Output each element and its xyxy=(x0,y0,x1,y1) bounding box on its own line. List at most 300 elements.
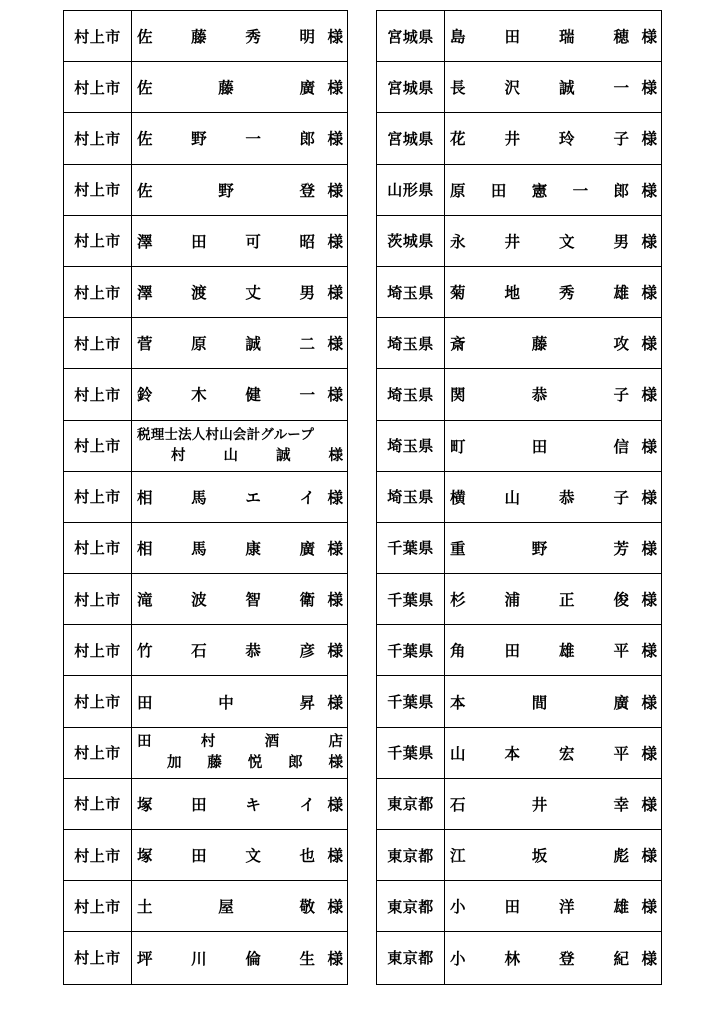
honorific-suffix: 様 xyxy=(641,130,657,149)
name-cell xyxy=(445,881,661,931)
name-char: 様 xyxy=(328,447,343,464)
name-char: 本 xyxy=(450,693,466,712)
name-char: 野 xyxy=(218,181,234,200)
name-char: 郎 xyxy=(299,130,315,149)
honorific-suffix: 様 xyxy=(641,232,657,251)
prefecture-cell: 宮城県 xyxy=(377,62,445,112)
name-char: 衛 xyxy=(299,591,315,610)
name-chars xyxy=(137,179,325,201)
name-line xyxy=(137,446,343,467)
name-cell xyxy=(445,11,661,61)
name-cell xyxy=(445,932,661,983)
table-row xyxy=(64,676,347,727)
name-char: エ xyxy=(245,488,261,507)
table-row xyxy=(64,574,347,625)
prefecture-cell: 千葉県 xyxy=(377,676,445,726)
name-char: キ xyxy=(245,795,261,814)
name-char: 酒 xyxy=(264,733,280,750)
name-cell xyxy=(132,267,347,317)
table-row xyxy=(377,779,661,830)
name-cell xyxy=(445,523,661,573)
prefecture-cell: 千葉県 xyxy=(377,574,445,624)
name-char: 昭 xyxy=(299,232,315,251)
name-char: 廣 xyxy=(299,539,315,558)
prefecture-cell: 千葉県 xyxy=(377,523,445,573)
table-row xyxy=(64,318,347,369)
name-char: 本 xyxy=(504,744,520,763)
name-char: 鈴 xyxy=(137,386,153,405)
table-row xyxy=(377,11,661,62)
table-row xyxy=(64,728,347,779)
name-char: 村 xyxy=(200,733,216,750)
name-char: 田 xyxy=(137,693,153,712)
name-char: 馬 xyxy=(191,539,207,558)
honorific-suffix: 様 xyxy=(327,79,343,98)
name-chars xyxy=(137,76,325,98)
name-cell xyxy=(132,113,347,163)
name-char: 可 xyxy=(245,232,261,251)
name-chars xyxy=(137,844,325,866)
honorific-suffix: 様 xyxy=(327,130,343,149)
prefecture-cell: 村上市 xyxy=(64,574,132,624)
name-cell xyxy=(132,830,347,880)
name-cell xyxy=(132,574,347,624)
name-chars xyxy=(450,486,639,508)
name-char: 田 xyxy=(504,898,520,917)
prefecture-cell: 村上市 xyxy=(64,523,132,573)
name-char: 彦 xyxy=(299,642,315,661)
name-char: 憲 xyxy=(531,181,548,200)
name-cell xyxy=(132,625,347,675)
prefecture-cell: 村上市 xyxy=(64,369,132,419)
table-row xyxy=(64,523,347,574)
name-cell xyxy=(445,472,661,522)
name-char: 康 xyxy=(245,539,261,558)
honorific-suffix: 様 xyxy=(327,898,343,917)
name-char: 子 xyxy=(613,130,629,149)
name-line xyxy=(137,732,343,753)
honorific-suffix: 様 xyxy=(641,795,657,814)
name-cell xyxy=(132,472,347,522)
name-chars xyxy=(137,588,325,610)
table-row xyxy=(64,165,347,216)
name-chars xyxy=(137,383,325,405)
name-char: 坪 xyxy=(137,949,153,968)
prefecture-cell: 村上市 xyxy=(64,881,132,931)
name-char: 子 xyxy=(613,386,629,405)
table-row xyxy=(64,932,347,983)
name-cell xyxy=(132,216,347,266)
table-row xyxy=(377,625,661,676)
name-char: 中 xyxy=(218,693,234,712)
name-chars xyxy=(137,537,325,559)
table-row xyxy=(64,267,347,318)
honorific-suffix: 様 xyxy=(641,847,657,866)
table-row xyxy=(377,676,661,727)
name-char: 敬 xyxy=(299,898,315,917)
name-char: 塚 xyxy=(137,847,153,866)
name-char: 登 xyxy=(558,949,575,968)
table-row xyxy=(377,523,661,574)
name-char: 郎 xyxy=(288,754,303,771)
name-chars xyxy=(450,639,639,661)
table-row xyxy=(377,574,661,625)
name-char: 菅 xyxy=(137,335,153,354)
name-char: 攻 xyxy=(613,335,629,354)
prefecture-cell: 村上市 xyxy=(64,676,132,726)
name-chars xyxy=(450,76,639,98)
name-char: 塚 xyxy=(137,795,153,814)
name-char: 浦 xyxy=(504,591,520,610)
prefecture-cell: 村上市 xyxy=(64,830,132,880)
name-chars xyxy=(450,25,639,47)
name-chars xyxy=(450,588,639,610)
name-char: 石 xyxy=(450,795,466,814)
name-cell xyxy=(445,216,661,266)
table-row xyxy=(377,113,661,164)
name-char: 佐 xyxy=(137,181,153,200)
name-char: 藤 xyxy=(218,79,234,98)
name-char: 佐 xyxy=(137,79,153,98)
name-char: 土 xyxy=(137,898,153,917)
name-char: 俊 xyxy=(613,591,629,610)
name-char: 明 xyxy=(299,28,315,47)
name-char: 野 xyxy=(191,130,207,149)
name-char: 二 xyxy=(299,335,315,354)
name-char: 生 xyxy=(299,949,315,968)
table-row xyxy=(64,62,347,113)
honorific-suffix: 様 xyxy=(327,488,343,507)
name-char: 雄 xyxy=(613,898,629,917)
name-char: 雄 xyxy=(613,284,629,303)
name-char: 正 xyxy=(558,591,575,610)
table-row xyxy=(377,881,661,932)
name-char: 斎 xyxy=(450,335,466,354)
name-char: 一 xyxy=(245,130,261,149)
prefecture-cell: 村上市 xyxy=(64,779,132,829)
prefecture-cell: 村上市 xyxy=(64,625,132,675)
honorific-suffix: 様 xyxy=(641,386,657,405)
name-cell xyxy=(132,779,347,829)
honorific-suffix: 様 xyxy=(641,28,657,47)
name-char: 宏 xyxy=(558,744,575,763)
name-cell xyxy=(132,318,347,368)
name-char: 原 xyxy=(191,335,207,354)
table-row xyxy=(377,472,661,523)
prefecture-cell: 埼玉県 xyxy=(377,318,445,368)
name-char: 恭 xyxy=(558,488,575,507)
honorific-suffix: 様 xyxy=(641,642,657,661)
name-char: 文 xyxy=(558,232,575,251)
name-char: 重 xyxy=(450,539,466,558)
table-row xyxy=(377,369,661,420)
name-cell xyxy=(445,625,661,675)
name-char: 木 xyxy=(191,386,207,405)
prefecture-cell: 東京都 xyxy=(377,779,445,829)
honorific-suffix: 様 xyxy=(327,284,343,303)
name-cell xyxy=(132,881,347,931)
table-row xyxy=(377,216,661,267)
name-char: 澤 xyxy=(137,232,153,251)
prefecture-cell: 埼玉県 xyxy=(377,369,445,419)
name-chars xyxy=(450,691,639,713)
name-char: 秀 xyxy=(245,28,261,47)
name-chars xyxy=(137,486,325,508)
prefecture-cell: 東京都 xyxy=(377,932,445,983)
name-chars xyxy=(450,332,639,354)
name-char: 田 xyxy=(191,847,207,866)
name-char: 菊 xyxy=(450,284,466,303)
left-table xyxy=(63,10,348,985)
name-char: 屋 xyxy=(218,898,234,917)
name-line: 税理士法人村山会計グループ xyxy=(137,426,315,443)
name-char: 洋 xyxy=(558,898,575,917)
name-char: 相 xyxy=(137,539,153,558)
prefecture-cell: 村上市 xyxy=(64,113,132,163)
name-char: 佐 xyxy=(137,28,153,47)
name-chars xyxy=(450,230,639,252)
name-chars xyxy=(137,25,325,47)
name-cell xyxy=(132,165,347,215)
table-row xyxy=(64,881,347,932)
name-char: 山 xyxy=(223,447,238,464)
name-char: 昇 xyxy=(299,693,315,712)
name-char: 小 xyxy=(450,949,466,968)
honorific-suffix: 様 xyxy=(327,386,343,405)
name-char: 悦 xyxy=(247,754,263,771)
honorific-suffix: 様 xyxy=(327,693,343,712)
prefecture-cell: 埼玉県 xyxy=(377,421,445,471)
honorific-suffix: 様 xyxy=(327,591,343,610)
name-char: 芳 xyxy=(613,539,629,558)
honorific-suffix: 様 xyxy=(641,181,657,200)
name-char: 永 xyxy=(450,232,466,251)
name-cell xyxy=(445,728,661,778)
prefecture-cell: 山形県 xyxy=(377,165,445,215)
name-char: イ xyxy=(299,795,315,814)
honorific-suffix: 様 xyxy=(327,335,343,354)
honorific-suffix: 様 xyxy=(327,181,343,200)
name-char: 平 xyxy=(613,744,629,763)
name-char: 登 xyxy=(299,181,315,200)
name-cell xyxy=(445,62,661,112)
name-char: 角 xyxy=(450,642,466,661)
name-cell xyxy=(132,523,347,573)
name-char: 丈 xyxy=(245,284,261,303)
name-char: 郎 xyxy=(613,181,629,200)
name-char: 平 xyxy=(613,642,629,661)
name-chars xyxy=(137,332,325,354)
name-char: 玲 xyxy=(558,130,575,149)
honorific-suffix: 様 xyxy=(327,847,343,866)
table-row xyxy=(64,625,347,676)
name-char: 幸 xyxy=(613,795,629,814)
name-char: 村 xyxy=(171,447,186,464)
name-char: 健 xyxy=(245,386,261,405)
name-char: 一 xyxy=(299,386,315,405)
honorific-suffix: 様 xyxy=(641,79,657,98)
name-char: 廣 xyxy=(613,693,629,712)
prefecture-cell: 東京都 xyxy=(377,830,445,880)
name-char: 倫 xyxy=(245,949,261,968)
name-line xyxy=(137,753,343,774)
name-char: 男 xyxy=(299,284,315,303)
honorific-suffix: 様 xyxy=(327,949,343,968)
name-char: 廣 xyxy=(299,79,315,98)
name-char: 渡 xyxy=(191,284,207,303)
name-char: イ xyxy=(299,488,315,507)
name-char: 紀 xyxy=(613,949,629,968)
honorific-suffix: 様 xyxy=(641,539,657,558)
name-char: 花 xyxy=(450,130,466,149)
name-char: 山 xyxy=(504,488,520,507)
name-char: 恭 xyxy=(245,642,261,661)
name-char: 町 xyxy=(450,437,466,456)
name-char: 瑞 xyxy=(558,28,575,47)
name-char: 地 xyxy=(504,284,520,303)
prefecture-cell: 千葉県 xyxy=(377,625,445,675)
table-row xyxy=(377,830,661,881)
name-char: 田 xyxy=(191,232,207,251)
prefecture-cell: 茨城県 xyxy=(377,216,445,266)
honorific-suffix: 様 xyxy=(641,284,657,303)
name-chars xyxy=(450,383,639,405)
prefecture-cell: 村上市 xyxy=(64,62,132,112)
name-char: 穂 xyxy=(613,28,629,47)
name-char: 佐 xyxy=(137,130,153,149)
honorific-suffix: 様 xyxy=(327,539,343,558)
name-char: 杉 xyxy=(450,591,466,610)
name-cell xyxy=(445,369,661,419)
name-chars xyxy=(137,127,325,149)
name-cell xyxy=(132,11,347,61)
name-cell xyxy=(132,728,347,778)
prefecture-cell: 村上市 xyxy=(64,932,132,983)
table-row xyxy=(377,165,661,216)
name-chars xyxy=(450,793,639,815)
prefecture-cell: 宮城県 xyxy=(377,113,445,163)
prefecture-cell: 東京都 xyxy=(377,881,445,931)
name-char: 智 xyxy=(245,591,261,610)
name-cell xyxy=(132,421,347,471)
name-char: 店 xyxy=(328,733,343,750)
name-chars xyxy=(137,281,325,303)
name-char: 井 xyxy=(504,130,520,149)
name-chars xyxy=(450,435,639,457)
name-char: 恭 xyxy=(531,386,548,405)
honorific-suffix: 様 xyxy=(641,591,657,610)
name-char: 長 xyxy=(450,79,466,98)
honorific-suffix: 様 xyxy=(327,642,343,661)
honorific-suffix: 様 xyxy=(641,898,657,917)
name-cell xyxy=(445,574,661,624)
name-char: 石 xyxy=(191,642,207,661)
table-row xyxy=(64,779,347,830)
honorific-suffix: 様 xyxy=(641,437,657,456)
name-char: 川 xyxy=(191,949,207,968)
prefecture-cell: 村上市 xyxy=(64,421,132,471)
table-row xyxy=(377,267,661,318)
prefecture-cell: 宮城県 xyxy=(377,11,445,61)
right-table xyxy=(376,10,662,985)
table-row xyxy=(64,11,347,62)
name-char: 誠 xyxy=(245,335,261,354)
table-row xyxy=(64,472,347,523)
name-char: 誠 xyxy=(558,79,575,98)
name-char: 田 xyxy=(137,733,152,750)
name-char: 藤 xyxy=(207,754,222,771)
table-row xyxy=(377,421,661,472)
name-char: 小 xyxy=(450,898,466,917)
honorific-suffix: 様 xyxy=(327,28,343,47)
name-cell xyxy=(132,932,347,983)
name-char: 坂 xyxy=(531,847,548,866)
name-char: 江 xyxy=(450,847,466,866)
name-char: 也 xyxy=(299,847,315,866)
honorific-suffix: 様 xyxy=(641,335,657,354)
name-chars xyxy=(137,230,325,252)
name-cell xyxy=(445,779,661,829)
name-cell xyxy=(445,267,661,317)
name-char: 一 xyxy=(613,79,629,98)
name-char: 誠 xyxy=(276,447,291,464)
name-char: 信 xyxy=(613,437,629,456)
name-char: 野 xyxy=(531,539,548,558)
name-chars xyxy=(137,691,325,713)
honorific-suffix: 様 xyxy=(641,488,657,507)
honorific-suffix: 様 xyxy=(641,949,657,968)
name-char: 波 xyxy=(191,591,207,610)
name-chars xyxy=(450,844,639,866)
name-char: 雄 xyxy=(558,642,575,661)
prefecture-cell: 村上市 xyxy=(64,267,132,317)
name-char: 沢 xyxy=(504,79,520,98)
name-chars xyxy=(450,537,639,559)
name-cell xyxy=(445,421,661,471)
name-cell xyxy=(445,830,661,880)
name-cell xyxy=(445,113,661,163)
name-chars xyxy=(137,793,325,815)
name-char: 澤 xyxy=(137,284,153,303)
name-cell xyxy=(132,62,347,112)
name-char: 田 xyxy=(504,642,520,661)
honorific-suffix: 様 xyxy=(641,744,657,763)
prefecture-cell: 埼玉県 xyxy=(377,267,445,317)
name-char: 文 xyxy=(245,847,261,866)
table-row xyxy=(64,216,347,267)
name-char: 様 xyxy=(328,754,343,771)
table-row xyxy=(377,318,661,369)
name-cell xyxy=(445,165,661,215)
name-char: 滝 xyxy=(137,591,153,610)
table-row xyxy=(377,932,661,983)
name-char: 馬 xyxy=(191,488,207,507)
name-char: 関 xyxy=(450,386,466,405)
name-char: 田 xyxy=(490,181,507,200)
name-char: 島 xyxy=(450,28,466,47)
name-cell xyxy=(132,369,347,419)
table-row xyxy=(377,62,661,113)
prefecture-cell: 埼玉県 xyxy=(377,472,445,522)
name-chars xyxy=(137,947,325,969)
name-char: 藤 xyxy=(531,335,548,354)
table-row xyxy=(64,421,347,472)
table-row xyxy=(64,113,347,164)
name-char: 田 xyxy=(191,795,207,814)
name-chars xyxy=(137,639,325,661)
name-char: 秀 xyxy=(558,284,575,303)
prefecture-cell: 村上市 xyxy=(64,318,132,368)
